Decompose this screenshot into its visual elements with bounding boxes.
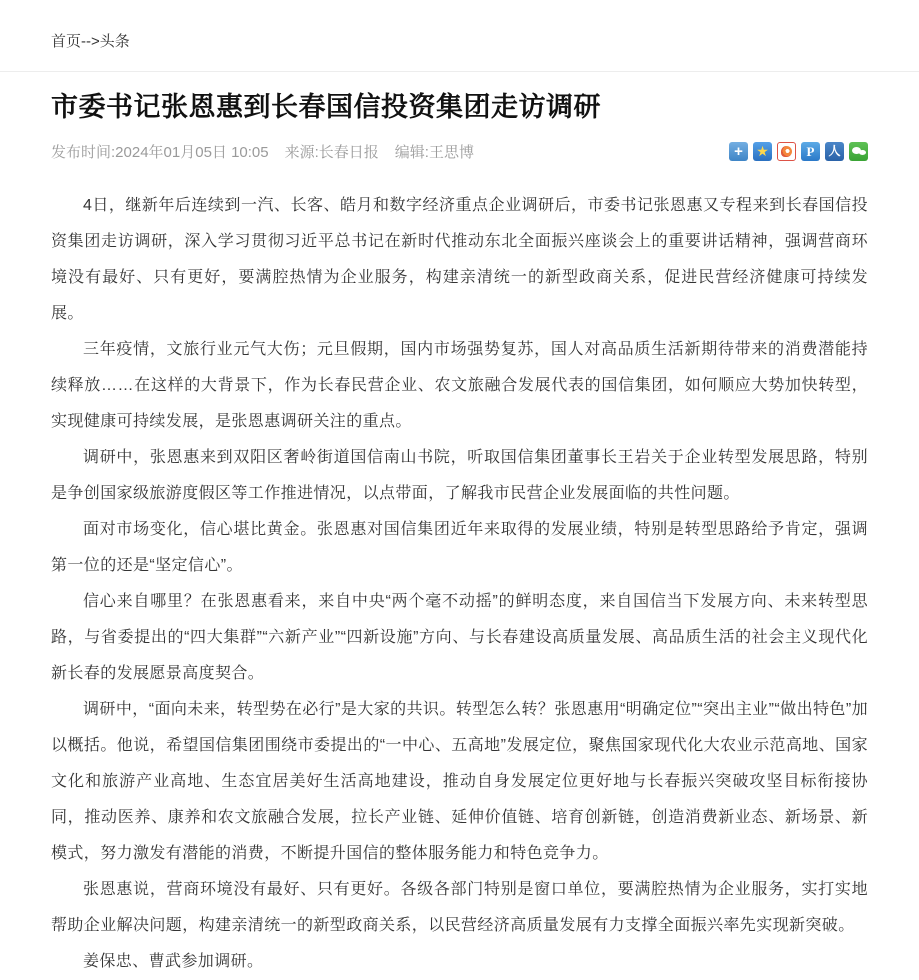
paragraph: 调研中，“面向未来，转型势在必行”是大家的共识。转型怎么转？张恩惠用“明确定位”“突出主业”“做出特色”加以概括。他说，希望国信集团围绕市委提出的“一中心、五高地”发展定位，聚焦国家现代化大农业示范高地、国家文化和旅游产业高地、生态宜居美好生活高地建设，推动自身发展定位更好地与长春振兴突破攻坚目标衔接协同，推动医养、康养和农文旅融合发展，拉长产业链、延伸价值链、培育创新链，创造消费新业态、新场景、新模式，努力激发有潜能的消费，不断提升国信的整体服务能力和特色竞争力。 bbox=[51, 701, 868, 862]
publish-time: 发布时间:2024年01月05日 10:05 bbox=[51, 143, 269, 161]
qzone-icon[interactable]: ★ bbox=[753, 142, 772, 161]
sina-weibo-icon[interactable] bbox=[777, 142, 796, 161]
paragraph: 面对市场变化，信心堪比黄金。张恩惠对国信集团近年来取得的发展业绩，特别是转型思路给予肯定，强调第一位的还是“坚定信心”。 bbox=[51, 521, 868, 574]
paragraph: 姜保忠、曹武参加调研。 bbox=[83, 953, 264, 970]
paragraph: 张恩惠说，营商环境没有最好、只有更好。各级各部门特别是窗口单位，要满腔热情为企业服务，实打实地帮助企业解决问题，构建亲清统一的新型政商关系，以民营经济高质量发展有力支撑全面振兴率先实现新突破。 bbox=[51, 881, 868, 934]
wechat-icon[interactable] bbox=[849, 142, 868, 161]
editor: 编辑:王思博 bbox=[394, 143, 474, 161]
paragraph: 信心来自哪里？在张恩惠看来，来自中央“两个毫不动摇”的鲜明态度，来自国信当下发展方向、未来转型思路，与省委提出的“四大集群”“六新产业”“四新设施”方向、与长春建设高质量发展、高品质生活的社会主义现代化新长春的发展愿景高度契合。 bbox=[51, 593, 868, 682]
source: 来源:长春日报 bbox=[284, 143, 379, 161]
meta-row bbox=[51, 140, 868, 162]
tencent-pengyou-icon[interactable]: P bbox=[801, 142, 820, 161]
paragraph: 三年疫情，文旅行业元气大伤；元旦假期，国内市场强势复苏，国人对高品质生活新期待带来的消费潜能持续释放……在这样的大背景下，作为长春民营企业、农文旅融合发展代表的国信集团，如何顺应大势加快转型，实现健康可持续发展，是张恩惠调研关注的重点。 bbox=[51, 341, 868, 430]
share-more-icon[interactable]: + bbox=[729, 142, 748, 161]
article-body bbox=[51, 188, 868, 980]
paragraph: 4日，继新年后连续到一汽、长客、皓月和数字经济重点企业调研后，市委书记张恩惠又专程来到长春国信投资集团走访调研，深入学习贯彻习近平总书记在新时代推动东北全面振兴座谈会上的重要讲话精神，强调营商环境没有最好、只有更好，要满腔热情为企业服务，构建亲清统一的新型政商关系，促进民营经济健康可持续发展。 bbox=[51, 197, 868, 322]
header-divider bbox=[0, 71, 919, 72]
page-title: 市委书记张恩惠到长春国信投资集团走访调研 bbox=[51, 92, 601, 122]
share-bar bbox=[729, 142, 868, 161]
article-meta bbox=[51, 141, 474, 162]
paragraph: 调研中，张恩惠来到双阳区奢岭街道国信南山书院，听取国信集团董事长王岩关于企业转型发展思路，特别是争创国家级旅游度假区等工作推进情况，以点带面，了解我市民营企业发展面临的共性问题。 bbox=[51, 449, 868, 502]
renren-icon[interactable]: 人 bbox=[825, 142, 844, 161]
breadcrumb[interactable]: 首页-->头条 bbox=[51, 33, 130, 50]
